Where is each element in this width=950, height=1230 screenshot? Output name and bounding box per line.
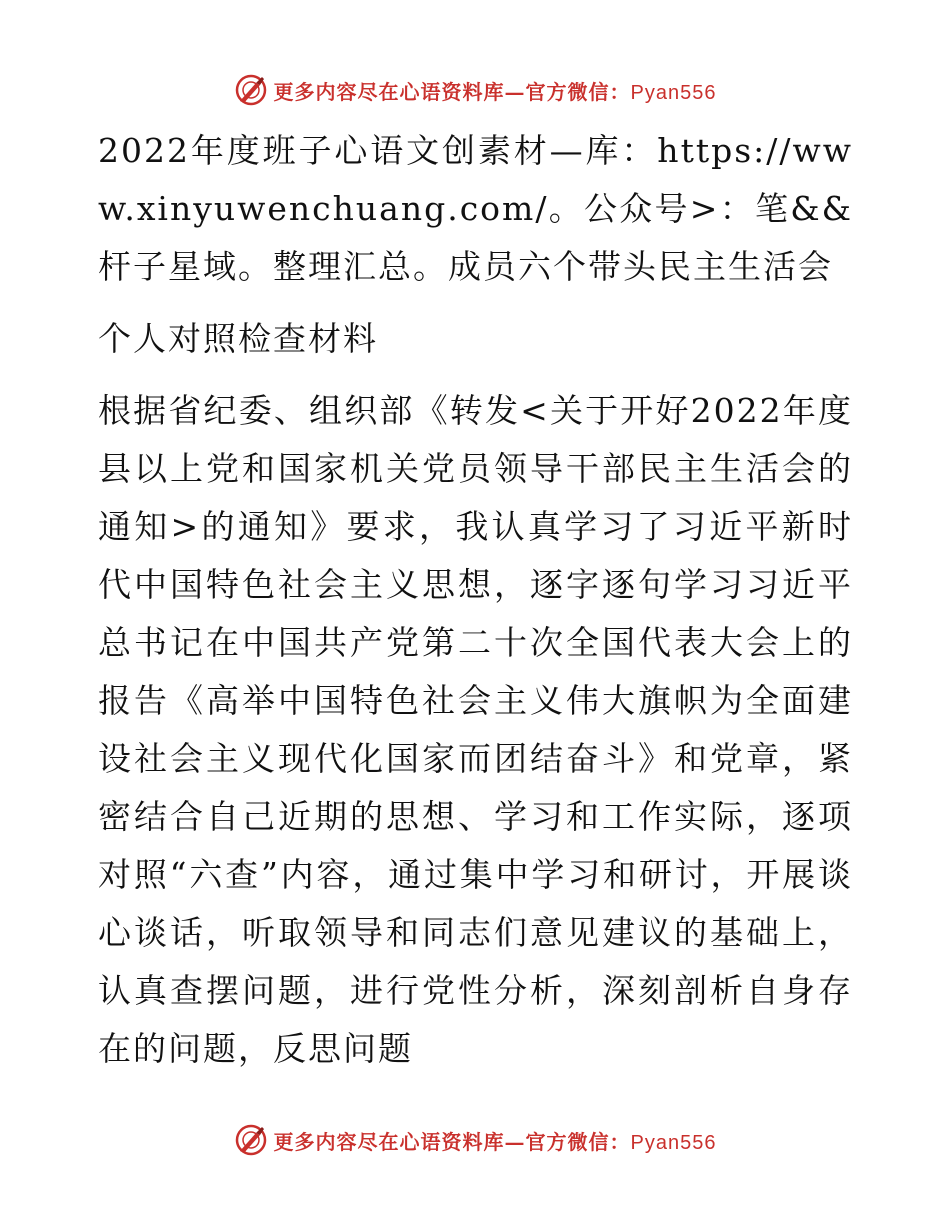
brush-logo-icon: [234, 73, 268, 107]
document-main-paragraph: 根据省纪委、组织部《转发<关于开好2022年度县以上党和国家机关党员领导干部民主生活会的通知>的通知》要求，我认真学习了习近平新时代中国特色社会主义思想，逐字逐句学习习近平总书记在中国共产党第二十次全国代表大会上的报告《高举中国特色社会主义伟大旗帜为全面建设社会主义现代化国家而团结奋斗》和党章，紧密结合自己近期的思想、学习和工作实际，逐项对照“六查”内容，通过集中学习和研讨，开展谈心谈话，听取领导和同志们意见建议的基础上，认真查摆问题，进行党性分析，深刻剖析自身存在的问题，反思问题: [98, 391, 853, 1068]
document-body: [98, 122, 853, 1078]
watermark-wechat-id: Pyan556: [630, 1131, 717, 1154]
watermark-text: [274, 76, 717, 105]
brush-logo-icon: [234, 1123, 268, 1157]
document-title: 个人对照检查材料: [98, 319, 378, 358]
watermark-text: [274, 1126, 717, 1155]
watermark-wechat-id: Pyan556: [630, 81, 717, 104]
document-header-paragraph: 2022年度班子心语文创素材—库：https://www.xinyuwenchuang.com/。公众号>：笔&&杆子星域。整理汇总。成员六个带头民主生活会: [98, 131, 853, 286]
watermark-prefix: 更多内容尽在心语资料库—官方微信：: [273, 79, 631, 104]
watermark-header: [0, 70, 950, 110]
watermark-prefix: 更多内容尽在心语资料库—官方微信：: [273, 1129, 631, 1154]
watermark-footer: [0, 1120, 950, 1160]
